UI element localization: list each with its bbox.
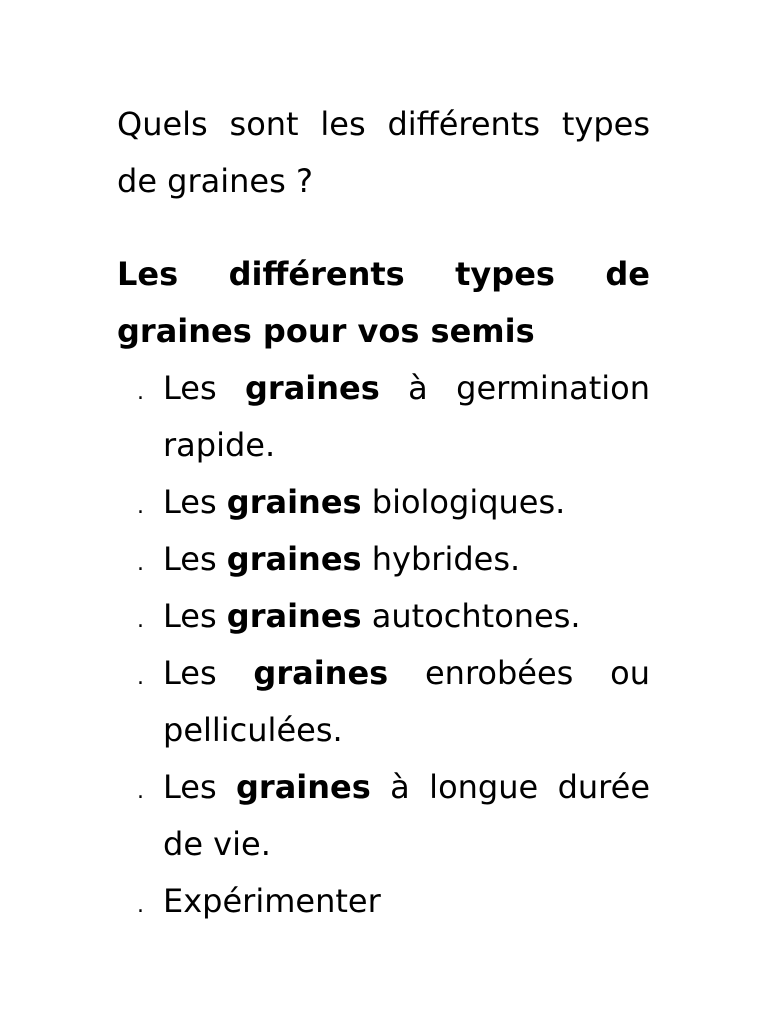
list-item: [117, 474, 650, 531]
bullet-icon: .: [137, 893, 144, 918]
bullet-icon: .: [137, 665, 144, 690]
list-item: [117, 759, 650, 873]
item-prefix: Expérimenter: [163, 882, 381, 920]
document-page: [117, 96, 650, 930]
item-keyword: graines: [226, 483, 362, 521]
list-item: [117, 531, 650, 588]
item-keyword: graines: [245, 369, 380, 407]
item-prefix: Les: [163, 369, 246, 407]
item-prefix: Les: [163, 654, 254, 692]
seed-types-list: [117, 360, 650, 930]
item-suffix: à germination rapide.: [163, 369, 651, 464]
item-keyword: graines: [226, 540, 362, 578]
bullet-icon: .: [137, 608, 144, 633]
item-suffix: à longue durée de vie.: [163, 768, 651, 863]
item-keyword: graines: [226, 597, 362, 635]
list-item: [117, 588, 650, 645]
bullet-icon: .: [137, 494, 144, 519]
item-suffix: enrobées ou pelliculées.: [163, 654, 651, 749]
item-suffix: hybrides.: [361, 540, 521, 578]
item-suffix: biologiques.: [361, 483, 566, 521]
bullet-icon: .: [137, 380, 144, 405]
item-prefix: Les: [163, 768, 237, 806]
item-prefix: Les: [163, 597, 227, 635]
question-paragraph: Quels sont les différents types de graines ?: [117, 105, 650, 200]
item-keyword: graines: [236, 768, 371, 806]
item-suffix: autochtones.: [361, 597, 581, 635]
list-item: [117, 645, 650, 759]
item-prefix: Les: [163, 540, 227, 578]
section-heading: Les différents types de graines pour vos semis: [117, 255, 650, 350]
bullet-icon: .: [137, 779, 144, 804]
item-keyword: graines: [253, 654, 389, 692]
list-item: [117, 360, 650, 474]
item-prefix: Les: [163, 483, 227, 521]
list-item: [117, 873, 650, 930]
bullet-icon: .: [137, 551, 144, 576]
